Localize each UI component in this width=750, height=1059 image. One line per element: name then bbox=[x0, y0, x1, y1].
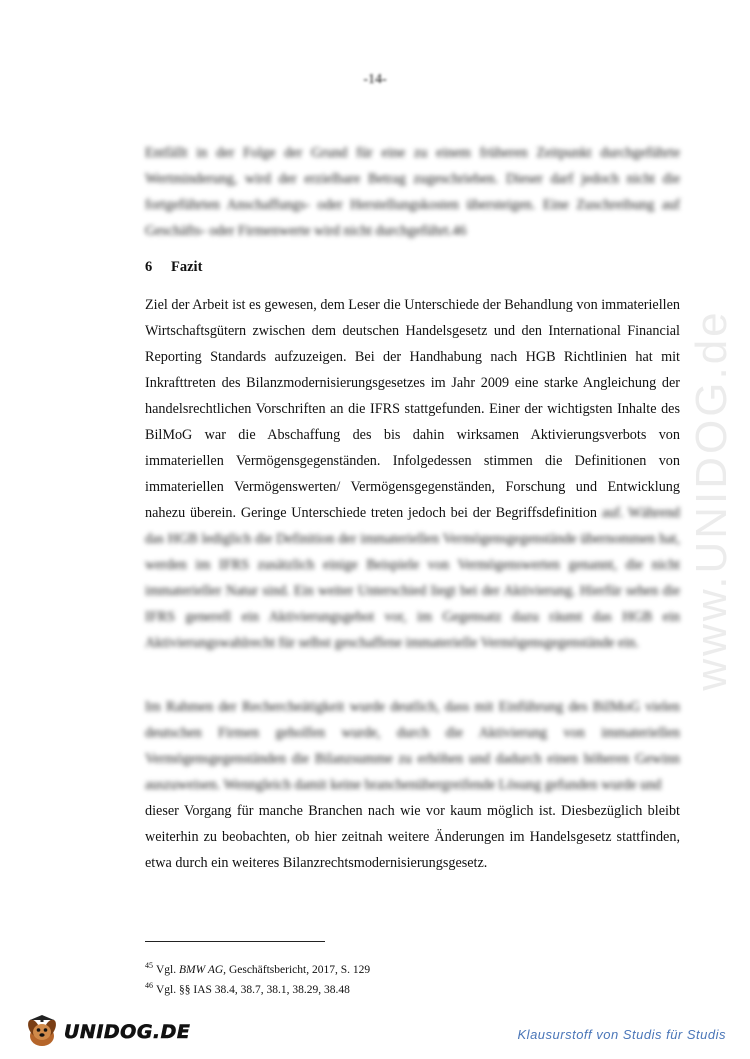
dog-mascot-icon bbox=[22, 1014, 62, 1050]
footnote-prefix: Vgl. bbox=[156, 983, 179, 996]
footnote-prefix: Vgl. bbox=[156, 963, 179, 976]
main-paragraph bbox=[145, 292, 680, 656]
footnote-divider bbox=[145, 941, 325, 942]
main-paragraph-blurred-text: auf. Während das HGB lediglich die Definition der immateriellen Vermögensgegenstände übernommen hat, werden im IFRS zusätzlich einige Beispiele von Vermögenswerten genannt, die nicht immaterieller Natur sind. Ein weiter Unterschied liegt bei der Aktivierung. Hierfür sehen die IFRS generell ein Aktivierungsgebot vor, im Gegensatz dazu räumt das HGB ein Aktivierungswahlrecht für selbst geschaffene immaterielle Vermögensgegenstände ein. bbox=[145, 505, 681, 651]
tagline: Klausurstoff von Studis für Studis bbox=[517, 1027, 726, 1042]
footnote-number: 45 bbox=[145, 961, 153, 970]
second-paragraph-blurred-text: Im Rahmen der Rechercheätigkeit wurde deutlich, dass mit Einführung des BilMoG vielen deutschen Firmen geholfen wurde, durch die Aktivierung von immateriellen Vermögensgegenständen die Bilanzsumme zu erhöhen und dadurch einen höheren Gewinn auszuweisen. Wenngleich damit keine branchenübergreifende Lösung gefunden wurde und bbox=[145, 699, 680, 793]
footnotes bbox=[145, 958, 680, 998]
second-paragraph-visible-text: dieser Vorgang für manche Branchen nach wie vor kaum möglich ist. Diesbezüglich bleibt weiterhin zu beobachten, ob hier zeitnah weitere Änderungen im Handelsgesetz stattfinden, etwa durch ein weiteres Bilanzrechtsmodernisierungsgesetz. bbox=[145, 803, 680, 871]
footnote-number: 46 bbox=[145, 980, 153, 990]
logo-text: UNIDOG.DE bbox=[64, 1021, 191, 1043]
footnote-text: §§ IAS 38.4, 38.7, 38.1, 38.29, 38.48 bbox=[179, 983, 350, 996]
footnote-source: BMW AG, bbox=[179, 963, 227, 976]
unidog-logo bbox=[22, 1014, 190, 1050]
section-heading bbox=[145, 259, 202, 276]
watermark: www.UNIDOG.de bbox=[687, 309, 736, 691]
section-number: 6 bbox=[145, 259, 153, 275]
section-title: Fazit bbox=[171, 259, 203, 275]
footnote bbox=[145, 958, 680, 978]
footnote bbox=[145, 978, 680, 998]
main-paragraph-visible-text: Ziel der Arbeit ist es gewesen, dem Leser die Unterschiede der Behandlung von immateriellen Wirtschaftsgütern zwischen dem deutschen Handelsgesetz und den International Financial Reporting Standards aufzuzeigen. Bei der Handhabung nach HGB Richtlinien hat mit Inkrafttreten des Bilanzmodernisierungsgesetzes im Jahr 2009 eine starke Angleichung der handelsrechtlichen Vorschriften an die IFRS stattgefunden. Einer der wichtigsten Inhalte des BilMoG war die Abschaffung des bis dahin wirksamen Aktivierungsverbots von immateriellen Vermögensgegenständen. Infolgedessen stimmen die Definitionen von immateriellen Vermögenswerten/ Vermögensgegenständen, Forschung und Entwicklung nahezu überein. Geringe Unterschiede treten jedoch bei der Begriffsdefinition bbox=[145, 297, 681, 521]
intro-paragraph: Entfällt in der Folge der Grund für eine zu einem früheren Zeitpunkt durchgeführte Wertminderung, wird der erzielbare Betrag zugeschrieben. Dieser darf jedoch nicht die fortgeführten Anschaffungs- oder Herstellungskosten übersteigen. Eine Zuschreibung auf Geschäfts- oder Firmenwerte wird nicht durchgeführt.46 bbox=[145, 145, 680, 239]
footnote-text: Geschäftsbericht, 2017, S. 129 bbox=[226, 963, 371, 976]
page-number: -14- bbox=[363, 72, 387, 87]
